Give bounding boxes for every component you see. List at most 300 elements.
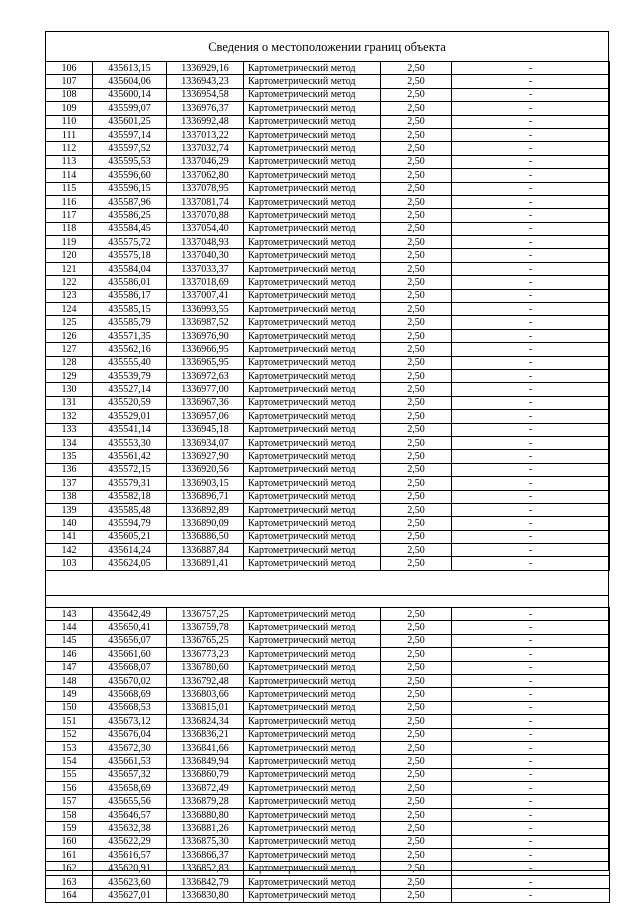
table-row xyxy=(46,530,610,543)
y-coordinate-cell: 1337040,30 xyxy=(167,249,244,262)
table-row xyxy=(46,75,610,88)
y-coordinate-cell: 1337054,40 xyxy=(167,222,244,235)
table-row xyxy=(46,88,610,101)
point-number-cell: 144 xyxy=(46,621,93,634)
method-cell: Картометрический метод xyxy=(244,329,381,342)
description-cell: - xyxy=(452,343,610,356)
y-coordinate-cell: 1337033,37 xyxy=(167,262,244,275)
table-row xyxy=(46,236,610,249)
description-cell: - xyxy=(452,862,610,875)
coordinates-table-section-2 xyxy=(45,607,610,903)
table-row xyxy=(46,383,610,396)
method-cell: Картометрический метод xyxy=(244,222,381,235)
method-cell: Картометрический метод xyxy=(244,343,381,356)
method-cell: Картометрический метод xyxy=(244,450,381,463)
table-row xyxy=(46,209,610,222)
x-coordinate-cell: 435585,48 xyxy=(93,503,167,516)
point-number-cell: 137 xyxy=(46,477,93,490)
accuracy-cell: 2,50 xyxy=(381,621,452,634)
y-coordinate-cell: 1336792,48 xyxy=(167,674,244,687)
table-row xyxy=(46,436,610,449)
y-coordinate-cell: 1336875,30 xyxy=(167,835,244,848)
x-coordinate-cell: 435656,07 xyxy=(93,634,167,647)
method-cell: Картометрический метод xyxy=(244,142,381,155)
method-cell: Картометрический метод xyxy=(244,316,381,329)
x-coordinate-cell: 435616,57 xyxy=(93,849,167,862)
accuracy-cell: 2,50 xyxy=(381,741,452,754)
point-number-cell: 125 xyxy=(46,316,93,329)
y-coordinate-cell: 1336965,95 xyxy=(167,356,244,369)
description-cell: - xyxy=(452,490,610,503)
y-coordinate-cell: 1337070,88 xyxy=(167,209,244,222)
description-cell: - xyxy=(452,849,610,862)
method-cell: Картометрический метод xyxy=(244,608,381,621)
table-row xyxy=(46,450,610,463)
accuracy-cell: 2,50 xyxy=(381,115,452,128)
y-coordinate-cell: 1336892,89 xyxy=(167,503,244,516)
accuracy-cell: 2,50 xyxy=(381,195,452,208)
document-frame xyxy=(45,31,609,901)
table-row xyxy=(46,329,610,342)
description-cell: - xyxy=(452,236,610,249)
x-coordinate-cell: 435657,32 xyxy=(93,768,167,781)
x-coordinate-cell: 435586,01 xyxy=(93,276,167,289)
accuracy-cell: 2,50 xyxy=(381,795,452,808)
y-coordinate-cell: 1336929,16 xyxy=(167,62,244,75)
description-cell: - xyxy=(452,621,610,634)
accuracy-cell: 2,50 xyxy=(381,410,452,423)
accuracy-cell: 2,50 xyxy=(381,674,452,687)
point-number-cell: 110 xyxy=(46,115,93,128)
accuracy-cell: 2,50 xyxy=(381,396,452,409)
y-coordinate-cell: 1337078,95 xyxy=(167,182,244,195)
description-cell: - xyxy=(452,755,610,768)
description-cell: - xyxy=(452,701,610,714)
point-number-cell: 109 xyxy=(46,102,93,115)
point-number-cell: 148 xyxy=(46,674,93,687)
description-cell: - xyxy=(452,410,610,423)
point-number-cell: 153 xyxy=(46,741,93,754)
y-coordinate-cell: 1336773,23 xyxy=(167,648,244,661)
point-number-cell: 141 xyxy=(46,530,93,543)
x-coordinate-cell: 435584,45 xyxy=(93,222,167,235)
point-number-cell: 162 xyxy=(46,862,93,875)
accuracy-cell: 2,50 xyxy=(381,477,452,490)
accuracy-cell: 2,50 xyxy=(381,808,452,821)
description-cell: - xyxy=(452,835,610,848)
point-number-cell: 120 xyxy=(46,249,93,262)
y-coordinate-cell: 1336803,66 xyxy=(167,688,244,701)
x-coordinate-cell: 435596,15 xyxy=(93,182,167,195)
method-cell: Картометрический метод xyxy=(244,249,381,262)
y-coordinate-cell: 1336890,09 xyxy=(167,517,244,530)
point-number-cell: 150 xyxy=(46,701,93,714)
accuracy-cell: 2,50 xyxy=(381,634,452,647)
x-coordinate-cell: 435575,72 xyxy=(93,236,167,249)
description-cell: - xyxy=(452,128,610,141)
method-cell: Картометрический метод xyxy=(244,423,381,436)
point-number-cell: 143 xyxy=(46,608,93,621)
method-cell: Картометрический метод xyxy=(244,795,381,808)
description-cell: - xyxy=(452,88,610,101)
method-cell: Картометрический метод xyxy=(244,463,381,476)
y-coordinate-cell: 1336972,63 xyxy=(167,369,244,382)
description-cell: - xyxy=(452,303,610,316)
point-number-cell: 135 xyxy=(46,450,93,463)
description-cell: - xyxy=(452,155,610,168)
accuracy-cell: 2,50 xyxy=(381,648,452,661)
method-cell: Картометрический метод xyxy=(244,209,381,222)
x-coordinate-cell: 435587,96 xyxy=(93,195,167,208)
table-row xyxy=(46,477,610,490)
table-row xyxy=(46,557,610,570)
description-cell: - xyxy=(452,262,610,275)
description-cell: - xyxy=(452,822,610,835)
method-cell: Картометрический метод xyxy=(244,755,381,768)
x-coordinate-cell: 435520,59 xyxy=(93,396,167,409)
accuracy-cell: 2,50 xyxy=(381,88,452,101)
accuracy-cell: 2,50 xyxy=(381,822,452,835)
description-cell: - xyxy=(452,728,610,741)
coordinates-table-section-1 xyxy=(45,61,610,571)
method-cell: Картометрический метод xyxy=(244,530,381,543)
y-coordinate-cell: 1336765,25 xyxy=(167,634,244,647)
y-coordinate-cell: 1336920,56 xyxy=(167,463,244,476)
description-cell: - xyxy=(452,557,610,570)
accuracy-cell: 2,50 xyxy=(381,329,452,342)
x-coordinate-cell: 435553,30 xyxy=(93,436,167,449)
point-number-cell: 116 xyxy=(46,195,93,208)
x-coordinate-cell: 435597,52 xyxy=(93,142,167,155)
method-cell: Картометрический метод xyxy=(244,621,381,634)
point-number-cell: 158 xyxy=(46,808,93,821)
accuracy-cell: 2,50 xyxy=(381,490,452,503)
method-cell: Картометрический метод xyxy=(244,557,381,570)
table-row xyxy=(46,889,610,902)
point-number-cell: 119 xyxy=(46,236,93,249)
table-row xyxy=(46,396,610,409)
description-cell: - xyxy=(452,316,610,329)
table-row xyxy=(46,249,610,262)
y-coordinate-cell: 1336757,25 xyxy=(167,608,244,621)
description-cell: - xyxy=(452,369,610,382)
description-cell: - xyxy=(452,436,610,449)
table-row xyxy=(46,608,610,621)
table-row xyxy=(46,849,610,862)
point-number-cell: 163 xyxy=(46,875,93,888)
point-number-cell: 113 xyxy=(46,155,93,168)
accuracy-cell: 2,50 xyxy=(381,102,452,115)
x-coordinate-cell: 435632,38 xyxy=(93,822,167,835)
table-row xyxy=(46,634,610,647)
accuracy-cell: 2,50 xyxy=(381,343,452,356)
method-cell: Картометрический метод xyxy=(244,490,381,503)
method-cell: Картометрический метод xyxy=(244,128,381,141)
y-coordinate-cell: 1336824,34 xyxy=(167,715,244,728)
method-cell: Картометрический метод xyxy=(244,674,381,687)
x-coordinate-cell: 435650,41 xyxy=(93,621,167,634)
table-row xyxy=(46,822,610,835)
table-row xyxy=(46,195,610,208)
x-coordinate-cell: 435596,60 xyxy=(93,169,167,182)
description-cell: - xyxy=(452,396,610,409)
description-cell: - xyxy=(452,276,610,289)
accuracy-cell: 2,50 xyxy=(381,715,452,728)
y-coordinate-cell: 1336886,50 xyxy=(167,530,244,543)
method-cell: Картометрический метод xyxy=(244,835,381,848)
y-coordinate-cell: 1336934,07 xyxy=(167,436,244,449)
table-row xyxy=(46,115,610,128)
document-title: Сведения о местоположении границ объекта xyxy=(46,32,608,62)
method-cell: Картометрический метод xyxy=(244,648,381,661)
method-cell: Картометрический метод xyxy=(244,383,381,396)
method-cell: Картометрический метод xyxy=(244,115,381,128)
x-coordinate-cell: 435627,01 xyxy=(93,889,167,902)
accuracy-cell: 2,50 xyxy=(381,688,452,701)
point-number-cell: 111 xyxy=(46,128,93,141)
x-coordinate-cell: 435642,49 xyxy=(93,608,167,621)
section-separator xyxy=(46,581,608,596)
y-coordinate-cell: 1336841,66 xyxy=(167,741,244,754)
accuracy-cell: 2,50 xyxy=(381,768,452,781)
y-coordinate-cell: 1337032,74 xyxy=(167,142,244,155)
point-number-cell: 156 xyxy=(46,782,93,795)
table-row xyxy=(46,768,610,781)
y-coordinate-cell: 1336836,21 xyxy=(167,728,244,741)
table-row xyxy=(46,289,610,302)
table-row xyxy=(46,276,610,289)
method-cell: Картометрический метод xyxy=(244,728,381,741)
point-number-cell: 164 xyxy=(46,889,93,902)
x-coordinate-cell: 435620,91 xyxy=(93,862,167,875)
x-coordinate-cell: 435623,60 xyxy=(93,875,167,888)
x-coordinate-cell: 435661,53 xyxy=(93,755,167,768)
point-number-cell: 115 xyxy=(46,182,93,195)
accuracy-cell: 2,50 xyxy=(381,262,452,275)
point-number-cell: 133 xyxy=(46,423,93,436)
table-row xyxy=(46,490,610,503)
description-cell: - xyxy=(452,289,610,302)
accuracy-cell: 2,50 xyxy=(381,356,452,369)
method-cell: Картометрический метод xyxy=(244,356,381,369)
y-coordinate-cell: 1336880,80 xyxy=(167,808,244,821)
x-coordinate-cell: 435539,79 xyxy=(93,369,167,382)
accuracy-cell: 2,50 xyxy=(381,276,452,289)
method-cell: Картометрический метод xyxy=(244,544,381,557)
description-cell: - xyxy=(452,544,610,557)
point-number-cell: 139 xyxy=(46,503,93,516)
x-coordinate-cell: 435575,18 xyxy=(93,249,167,262)
description-cell: - xyxy=(452,661,610,674)
table-row xyxy=(46,741,610,754)
table-row xyxy=(46,463,610,476)
description-cell: - xyxy=(452,423,610,436)
accuracy-cell: 2,50 xyxy=(381,849,452,862)
y-coordinate-cell: 1336759,78 xyxy=(167,621,244,634)
x-coordinate-cell: 435594,79 xyxy=(93,517,167,530)
table-row xyxy=(46,808,610,821)
y-coordinate-cell: 1336881,26 xyxy=(167,822,244,835)
method-cell: Картометрический метод xyxy=(244,369,381,382)
x-coordinate-cell: 435586,25 xyxy=(93,209,167,222)
y-coordinate-cell: 1336977,00 xyxy=(167,383,244,396)
point-number-cell: 107 xyxy=(46,75,93,88)
method-cell: Картометрический метод xyxy=(244,62,381,75)
accuracy-cell: 2,50 xyxy=(381,889,452,902)
y-coordinate-cell: 1336992,48 xyxy=(167,115,244,128)
x-coordinate-cell: 435572,15 xyxy=(93,463,167,476)
x-coordinate-cell: 435672,30 xyxy=(93,741,167,754)
accuracy-cell: 2,50 xyxy=(381,423,452,436)
point-number-cell: 103 xyxy=(46,557,93,570)
description-cell: - xyxy=(452,634,610,647)
method-cell: Картометрический метод xyxy=(244,182,381,195)
y-coordinate-cell: 1336993,55 xyxy=(167,303,244,316)
description-cell: - xyxy=(452,249,610,262)
method-cell: Картометрический метод xyxy=(244,410,381,423)
description-cell: - xyxy=(452,768,610,781)
accuracy-cell: 2,50 xyxy=(381,155,452,168)
method-cell: Картометрический метод xyxy=(244,289,381,302)
x-coordinate-cell: 435661,60 xyxy=(93,648,167,661)
table-row xyxy=(46,728,610,741)
method-cell: Картометрический метод xyxy=(244,862,381,875)
point-number-cell: 136 xyxy=(46,463,93,476)
x-coordinate-cell: 435579,31 xyxy=(93,477,167,490)
x-coordinate-cell: 435604,06 xyxy=(93,75,167,88)
x-coordinate-cell: 435562,16 xyxy=(93,343,167,356)
accuracy-cell: 2,50 xyxy=(381,728,452,741)
point-number-cell: 131 xyxy=(46,396,93,409)
table-row xyxy=(46,862,610,875)
table-row xyxy=(46,169,610,182)
y-coordinate-cell: 1337013,22 xyxy=(167,128,244,141)
y-coordinate-cell: 1336966,95 xyxy=(167,343,244,356)
x-coordinate-cell: 435571,35 xyxy=(93,329,167,342)
x-coordinate-cell: 435586,17 xyxy=(93,289,167,302)
method-cell: Картометрический метод xyxy=(244,169,381,182)
y-coordinate-cell: 1336987,52 xyxy=(167,316,244,329)
accuracy-cell: 2,50 xyxy=(381,557,452,570)
point-number-cell: 161 xyxy=(46,849,93,862)
table-row xyxy=(46,316,610,329)
description-cell: - xyxy=(452,530,610,543)
method-cell: Картометрический метод xyxy=(244,102,381,115)
accuracy-cell: 2,50 xyxy=(381,209,452,222)
table-row xyxy=(46,343,610,356)
x-coordinate-cell: 435646,57 xyxy=(93,808,167,821)
description-cell: - xyxy=(452,889,610,902)
x-coordinate-cell: 435668,69 xyxy=(93,688,167,701)
y-coordinate-cell: 1336849,94 xyxy=(167,755,244,768)
accuracy-cell: 2,50 xyxy=(381,755,452,768)
accuracy-cell: 2,50 xyxy=(381,289,452,302)
point-number-cell: 108 xyxy=(46,88,93,101)
method-cell: Картометрический метод xyxy=(244,195,381,208)
accuracy-cell: 2,50 xyxy=(381,436,452,449)
description-cell: - xyxy=(452,463,610,476)
table-row xyxy=(46,423,610,436)
method-cell: Картометрический метод xyxy=(244,875,381,888)
y-coordinate-cell: 1336896,71 xyxy=(167,490,244,503)
accuracy-cell: 2,50 xyxy=(381,875,452,888)
accuracy-cell: 2,50 xyxy=(381,62,452,75)
point-number-cell: 123 xyxy=(46,289,93,302)
method-cell: Картометрический метод xyxy=(244,849,381,862)
table-row xyxy=(46,356,610,369)
table-row xyxy=(46,875,610,888)
x-coordinate-cell: 435658,69 xyxy=(93,782,167,795)
method-cell: Картометрический метод xyxy=(244,768,381,781)
x-coordinate-cell: 435668,07 xyxy=(93,661,167,674)
table-row xyxy=(46,701,610,714)
y-coordinate-cell: 1336891,41 xyxy=(167,557,244,570)
y-coordinate-cell: 1336976,90 xyxy=(167,329,244,342)
point-number-cell: 132 xyxy=(46,410,93,423)
accuracy-cell: 2,50 xyxy=(381,249,452,262)
table-row xyxy=(46,102,610,115)
x-coordinate-cell: 435624,05 xyxy=(93,557,167,570)
accuracy-cell: 2,50 xyxy=(381,862,452,875)
table-row xyxy=(46,688,610,701)
accuracy-cell: 2,50 xyxy=(381,222,452,235)
description-cell: - xyxy=(452,169,610,182)
point-number-cell: 159 xyxy=(46,822,93,835)
method-cell: Картометрический метод xyxy=(244,436,381,449)
point-number-cell: 134 xyxy=(46,436,93,449)
description-cell: - xyxy=(452,209,610,222)
accuracy-cell: 2,50 xyxy=(381,544,452,557)
table-row xyxy=(46,661,610,674)
table-row xyxy=(46,648,610,661)
x-coordinate-cell: 435622,29 xyxy=(93,835,167,848)
point-number-cell: 145 xyxy=(46,634,93,647)
accuracy-cell: 2,50 xyxy=(381,142,452,155)
method-cell: Картометрический метод xyxy=(244,715,381,728)
method-cell: Картометрический метод xyxy=(244,236,381,249)
x-coordinate-cell: 435668,53 xyxy=(93,701,167,714)
y-coordinate-cell: 1336967,36 xyxy=(167,396,244,409)
accuracy-cell: 2,50 xyxy=(381,316,452,329)
method-cell: Картометрический метод xyxy=(244,155,381,168)
accuracy-cell: 2,50 xyxy=(381,463,452,476)
table-row xyxy=(46,62,610,75)
y-coordinate-cell: 1336927,90 xyxy=(167,450,244,463)
method-cell: Картометрический метод xyxy=(244,701,381,714)
point-number-cell: 157 xyxy=(46,795,93,808)
method-cell: Картометрический метод xyxy=(244,688,381,701)
x-coordinate-cell: 435613,15 xyxy=(93,62,167,75)
method-cell: Картометрический метод xyxy=(244,634,381,647)
x-coordinate-cell: 435601,25 xyxy=(93,115,167,128)
description-cell: - xyxy=(452,517,610,530)
point-number-cell: 122 xyxy=(46,276,93,289)
x-coordinate-cell: 435605,21 xyxy=(93,530,167,543)
accuracy-cell: 2,50 xyxy=(381,661,452,674)
method-cell: Картометрический метод xyxy=(244,276,381,289)
description-cell: - xyxy=(452,222,610,235)
table-row xyxy=(46,303,610,316)
description-cell: - xyxy=(452,383,610,396)
accuracy-cell: 2,50 xyxy=(381,236,452,249)
point-number-cell: 138 xyxy=(46,490,93,503)
accuracy-cell: 2,50 xyxy=(381,517,452,530)
description-cell: - xyxy=(452,356,610,369)
table-row xyxy=(46,182,610,195)
table-row xyxy=(46,222,610,235)
x-coordinate-cell: 435561,42 xyxy=(93,450,167,463)
method-cell: Картометрический метод xyxy=(244,303,381,316)
